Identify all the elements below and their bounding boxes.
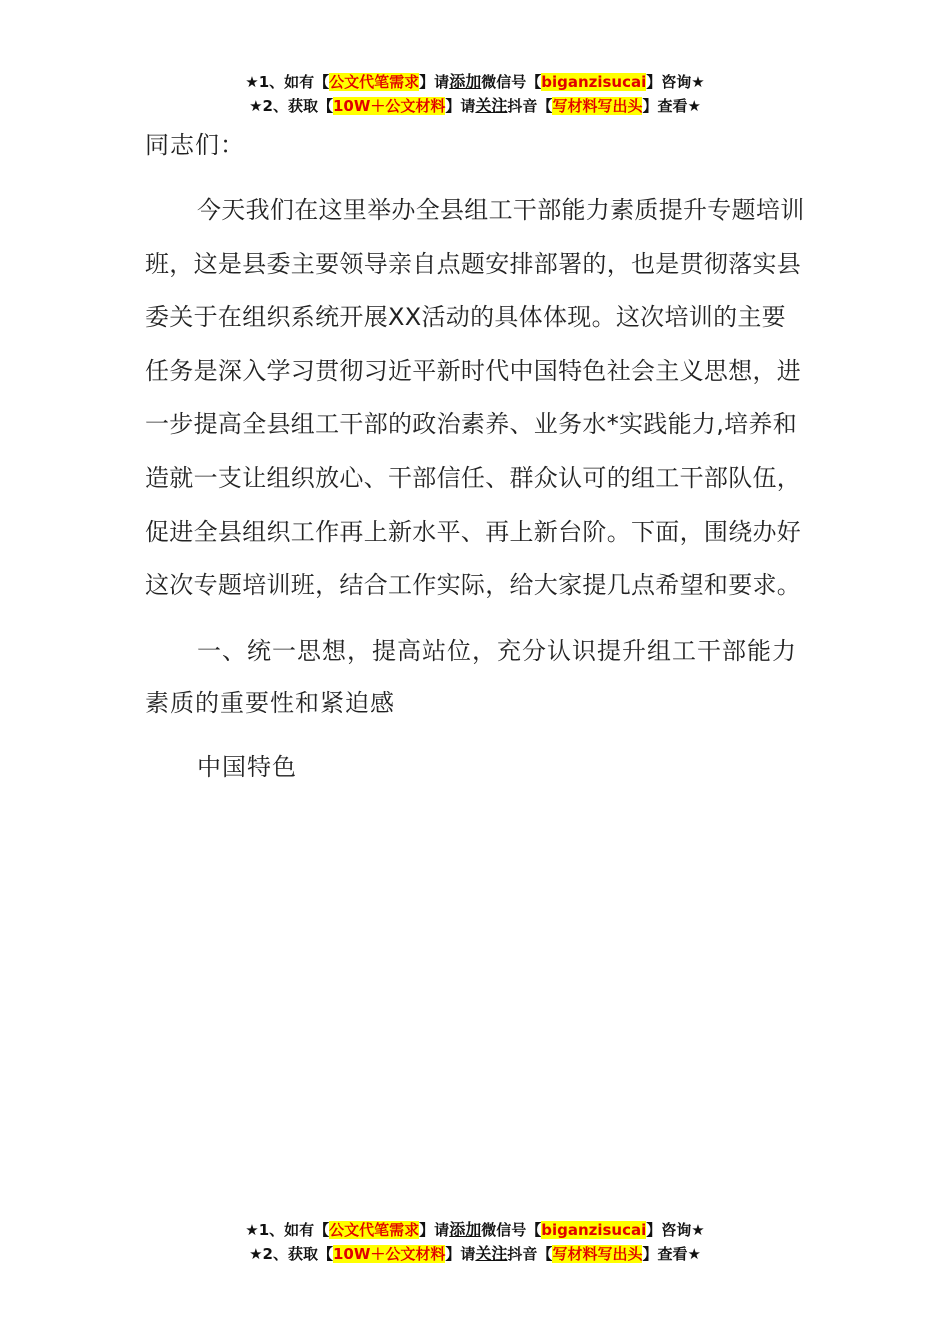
- document-body: [145, 118, 810, 793]
- highlight-service: 公文代笔需求: [329, 73, 420, 91]
- underlined-add: 添加: [449, 72, 482, 91]
- highlight-service: 公文代笔需求: [329, 1221, 420, 1239]
- highlight-douyin-account: 写材料写出头: [552, 97, 643, 115]
- promo-line-2: ★2、获取【10W＋公文材料】请关注抖音【写材料写出头】查看★: [249, 1244, 701, 1263]
- promo-line-1: ★1、如有【公文代笔需求】请添加微信号【biganzisucai】咨询★: [245, 72, 705, 91]
- promo-line-1: ★1、如有【公文代笔需求】请添加微信号【biganzisucai】咨询★: [245, 1220, 705, 1239]
- intro-paragraph: 今天我们在这里举办全县组工干部能力素质提升专题培训班，这是县委主要领导亲自点题安排部署的，也是贯彻落实县委关于在组织系统开展XX活动的具体体现。这次培训的主要任务是深入学习贯彻习近平新时代中国特色社会主义思想，进一步提高全县组工干部的政治素养、业务水*实践能力,培养和造就一支让组织放心、干部信任、群众认可的组工干部队伍，促进全县组织工作再上新水平、再上新台阶。下面，围绕办好这次专题培训班，结合工作实际，给大家提几点希望和要求。: [145, 196, 805, 600]
- footer-promo-banner: [0, 1218, 950, 1266]
- highlight-materials: 10W＋公文材料: [332, 97, 446, 115]
- section-heading-1: 一、统一思想，提高站位，充分认识提升组工干部能力素质的重要性和紧迫感: [145, 636, 797, 717]
- highlight-wechat-id: biganzisucai: [541, 1221, 647, 1239]
- highlight-materials: 10W＋公文材料: [332, 1245, 446, 1263]
- underlined-add: 添加: [449, 1220, 482, 1239]
- underlined-follow: 关注: [475, 1244, 508, 1263]
- highlight-douyin-account: 写材料写出头: [552, 1245, 643, 1263]
- salutation: 同志们：: [145, 131, 245, 159]
- highlight-wechat-id: biganzisucai: [541, 73, 647, 91]
- promo-line-2: ★2、获取【10W＋公文材料】请关注抖音【写材料写出头】查看★: [249, 96, 701, 115]
- header-promo-banner: [0, 70, 950, 118]
- underlined-follow: 关注: [475, 96, 508, 115]
- paragraph-start: 中国特色: [197, 752, 297, 781]
